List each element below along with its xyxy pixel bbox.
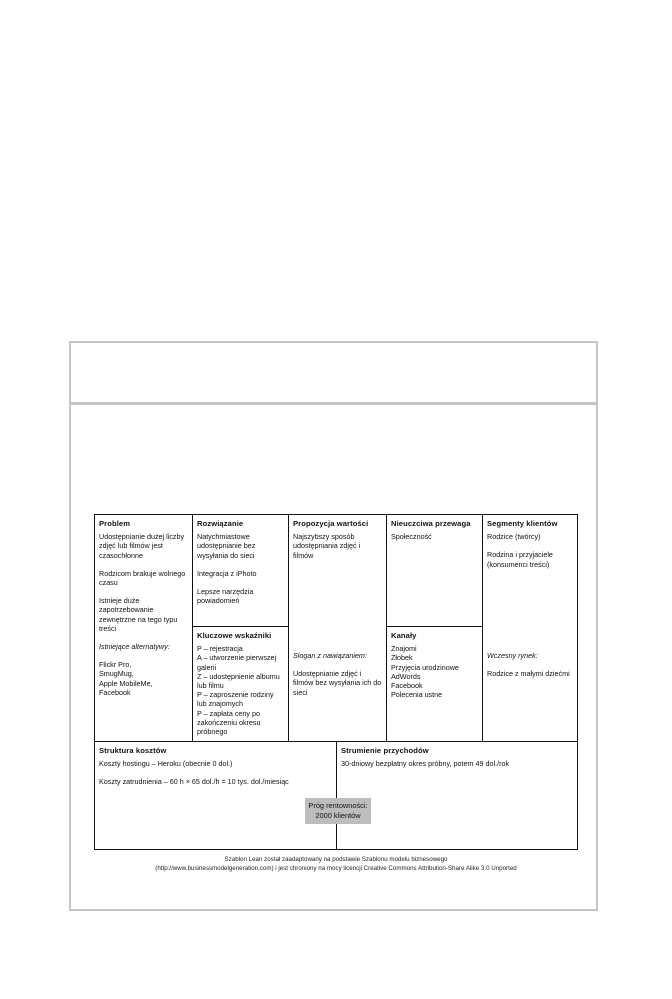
- metrics-cell: [192, 626, 288, 741]
- solution-item: Lepsze narzędzia powiadomień: [197, 587, 254, 606]
- segments-title: Segmenty klientów: [487, 519, 558, 528]
- metric-item: Z – udostępnienie albumu lub filmu: [197, 671, 280, 691]
- channels-title: Kanały: [391, 631, 417, 640]
- metrics-title: Kluczowe wskaźniki: [197, 631, 272, 640]
- alternative-item: Flickr Pro,: [99, 660, 132, 670]
- alternative-item: SmugMug,: [99, 669, 134, 679]
- solution-title: Rozwiązanie: [197, 519, 244, 528]
- slogan-label: Slogan z nawiązaniem:: [293, 651, 367, 660]
- channel-item: Znajomi: [391, 644, 417, 654]
- channel-item: Przyjęcia urodzinowe: [391, 662, 459, 672]
- problem-item: Istnieje duże zapotrzebowanie zewnętrzne na tego typu treści: [99, 596, 178, 633]
- metric-item: P – zapłata ceny po zakończeniu okresu próbnego: [197, 708, 261, 737]
- segments-cell: [482, 515, 577, 741]
- costs-cell: [95, 741, 336, 849]
- solution-cell: [192, 515, 288, 626]
- slogan-text: Udostępnianie zdjęć i filmów bez wysyłania ich do sieci: [293, 669, 382, 697]
- breakeven-box: [305, 798, 371, 824]
- channel-item: Polecenia ustne: [391, 690, 443, 700]
- frame-divider: [71, 402, 596, 405]
- alternatives-label: Istniejące alternatywy:: [99, 642, 170, 652]
- problem-item: Rodzicom brakuje wolnego czasu: [99, 568, 186, 588]
- segment-item: Rodzina i przyjaciele (konsumenci treści): [487, 550, 553, 569]
- alternative-item: Apple MobileMe,: [99, 678, 153, 688]
- revenue-title: Strumienie przychodów: [341, 746, 429, 755]
- uvp-cell: [288, 515, 386, 741]
- segment-item: Rodzice (twórcy): [487, 532, 541, 542]
- breakeven-label: Próg rentowności:: [308, 801, 368, 810]
- metric-item: P – rejestracja: [197, 644, 243, 654]
- cost-item: Koszty zatrudnienia – 60 h × 65 dol./h = 10 tys. dol./miesiąc: [99, 777, 289, 787]
- advantage-title: Nieuczciwa przewaga: [391, 519, 471, 528]
- uvp-text: Najszybszy sposób udostępniania zdjęć i filmów: [293, 532, 361, 560]
- revenue-cell: [336, 741, 577, 849]
- advantage-text: Społeczność: [391, 532, 432, 542]
- lean-canvas: [94, 514, 578, 850]
- advantage-cell: [386, 515, 482, 626]
- channel-item: Żłobek: [391, 653, 413, 663]
- problem-item: Udostępnianie dużej liczby zdjęć lub filmów jest czasochłonne: [99, 532, 185, 560]
- uvp-title: Propozycja wartości: [293, 519, 369, 528]
- license-line-2: (http://www.businessmodelgeneration.com) i jest chroniony na mocy licencji Creative Commons Attribution-Share Alike 3.0 Unported: [155, 864, 517, 872]
- costs-title: Struktura kosztów: [99, 746, 167, 755]
- early-market-text: Rodzice z małymi dziećmi: [487, 669, 570, 679]
- problem-title: Problem: [99, 519, 131, 528]
- channel-item: Facebook: [391, 681, 423, 691]
- problem-cell: [95, 515, 192, 741]
- solution-item: Integracja z iPhoto: [197, 568, 257, 578]
- metric-item: A – utworzenie pierwszej galerii: [197, 653, 277, 672]
- license-line-1: Szablon Lean został zaadaptowany na podstawie Szablonu modelu biznesowego: [224, 856, 448, 863]
- cost-item: Koszty hostingu – Heroku (obecnie 0 dol.): [99, 759, 233, 769]
- breakeven-value: 2000 klientów: [315, 811, 361, 820]
- alternative-item: Facebook: [99, 687, 131, 697]
- solution-item: Natychmiastowe udostępnianie bez wysyłania do sieci: [197, 532, 256, 560]
- early-market-label: Wczesny rynek:: [487, 651, 538, 660]
- metric-item: P – zaproszenie rodziny lub znajomych: [197, 690, 274, 709]
- revenue-text: 30-dniowy bezpłatny okres próbny, potem 49 dol./rok: [341, 759, 510, 769]
- license-note: [94, 856, 578, 873]
- channels-cell: [386, 626, 482, 741]
- channel-item: AdWords: [391, 671, 421, 681]
